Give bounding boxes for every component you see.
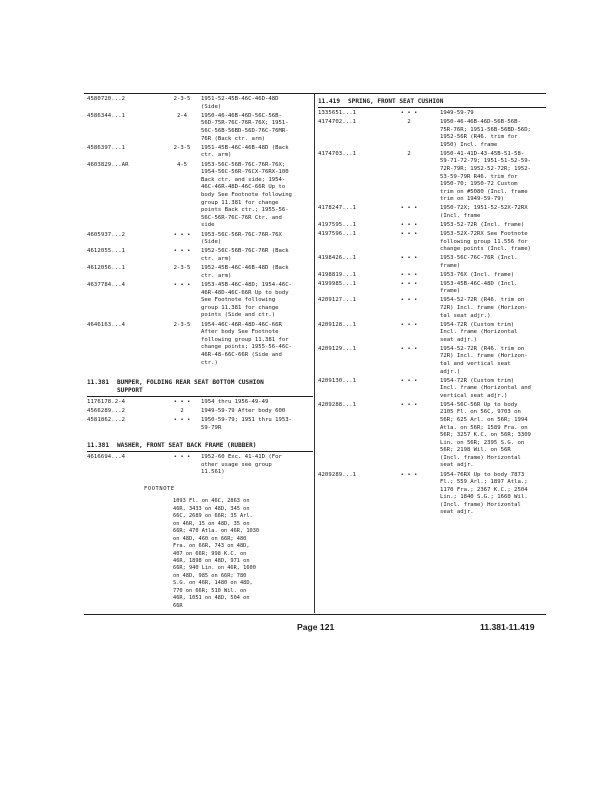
quantity: • • •: [173, 417, 191, 424]
usage-description: 1954-72R (Custom trim) Incl. frame (Horizontal and vertical seat adjr.): [440, 377, 531, 399]
part-entry: [87, 248, 313, 265]
usage-description: 1950-59-79; 1951 thru 1953- 59-79R: [201, 417, 292, 431]
usage-description: 1951-52-45B-46C-46D-48D (Side): [201, 96, 279, 110]
usage-description: 1949-59-79 After body 600: [201, 407, 286, 414]
group-heading: [318, 98, 548, 110]
usage-description: 1954 thru 1956-49-49: [201, 398, 269, 405]
usage-description: 1950-46-46B-46D-56C-56B- 56D-75R-76C-76R-76X; 1951- 56C-56B-56BD-56D-76C-76MR- 76R (Back ctr. arm): [201, 112, 289, 142]
group-title: WASHER, FRONT SEAT BACK FRAME (RUBBER): [117, 441, 257, 449]
quantity: 2-3-5: [173, 144, 191, 151]
quantity: • • •: [400, 255, 418, 262]
part-number: 4209130...1: [318, 377, 357, 384]
quantity: 2: [180, 407, 184, 414]
left-column: [87, 96, 313, 636]
quantity: • • •: [400, 271, 418, 278]
part-number: 4646163...4: [87, 321, 126, 328]
part-entry: [318, 110, 548, 119]
part-number: 4209128...1: [318, 321, 357, 328]
part-number: 4197596...1: [318, 230, 357, 237]
group-title: BUMPER, FOLDING REAR SEAT BOTTOM CUSHION SUPPORT: [117, 378, 264, 394]
quantity: • • •: [400, 345, 418, 352]
top-rule: [84, 93, 546, 94]
part-entry: [87, 282, 313, 322]
part-number: 4209129...1: [318, 345, 357, 352]
footnote-title: FOOTNOTE: [144, 486, 175, 493]
part-entry: [318, 472, 548, 519]
part-number: 4198426...1: [318, 255, 357, 262]
part-number: 4586344...1: [87, 112, 126, 119]
part-number: 4603829...AR: [87, 161, 129, 168]
group-number: 11.381: [87, 441, 110, 449]
part-entry: [318, 346, 548, 378]
quantity: • • •: [400, 205, 418, 212]
part-entry: [318, 322, 548, 346]
usage-description: 1953-56C-76C-76R (Incl. frame): [440, 255, 518, 269]
quantity: • • •: [400, 110, 418, 116]
usage-description: 1953-76X (Incl. frame): [440, 271, 515, 278]
part-number: 1335651...1: [318, 110, 357, 116]
quantity: 2-3-5: [173, 96, 191, 102]
part-entry: [87, 113, 313, 145]
part-number: 4209288...1: [318, 401, 357, 408]
quantity: • • •: [400, 401, 418, 408]
part-entry: [318, 378, 548, 402]
part-entry: [318, 222, 548, 231]
heading-underline: [318, 107, 546, 108]
part-entry: [87, 322, 313, 369]
part-entry: [87, 265, 313, 282]
part-entry: [87, 162, 313, 232]
quantity: • • •: [400, 221, 418, 228]
quantity: 2-4: [176, 112, 188, 119]
usage-description: 1954-46C-46R-48D-46C-66R After body See Footnote following group 11.381 for change points; 1955-56-46C- 46R-48-66C-66R (Side and ctr.): [201, 321, 292, 366]
group-title: SPRING, FRONT SEAT CUSHION: [348, 98, 444, 105]
column-divider: [314, 93, 315, 613]
part-entry: [318, 402, 548, 472]
part-number: 4581862...2: [87, 417, 126, 424]
quantity: • • •: [173, 231, 191, 238]
quantity: • • •: [173, 453, 191, 460]
quantity: • • •: [400, 280, 418, 287]
part-entry: [318, 119, 548, 151]
part-number: 4174702...1: [318, 119, 357, 125]
part-entry: [87, 417, 313, 434]
usage-description: 1954-76RX Up to body 7873 Fl.; 559 Arl.; 1897 Atla.; 1170 Fra.; 2367 K.C.; 2504 Lin.; 1840 S.G.; 1660 Wil. (Incl. frame) Horizontal seat adjr.: [440, 471, 528, 516]
usage-description: 1954-52-72R (R46. trim on 72R) Incl. frame (Horizon- tal and vertical seat adjr.): [440, 345, 528, 375]
quantity: 2-3-5: [173, 321, 191, 328]
right-column: [318, 98, 548, 519]
quantity: 4-5: [176, 161, 188, 168]
part-number: 4605937...2: [87, 231, 126, 238]
group-heading: [87, 379, 313, 399]
usage-description: 1953-45B-46C-48D (Incl. frame): [440, 280, 518, 295]
quantity: • • •: [173, 281, 191, 288]
part-entry: [318, 272, 548, 281]
part-number: 4612056...1: [87, 265, 126, 272]
part-number: 4209127...1: [318, 297, 357, 304]
part-number: 4580720...2: [87, 96, 126, 102]
usage-description: 1952-60 Exc. 41-41D (For other usage see group 11.561): [201, 453, 282, 476]
part-entry: [87, 145, 313, 162]
part-entry: [87, 399, 313, 408]
quantity: • • •: [173, 398, 191, 405]
heading-underline: [87, 396, 313, 397]
usage-description: 1954-72R (Custom trim) Incl. frame (Horizontal seat adjr.): [440, 321, 518, 343]
usage-description: 1953-52-72R (Incl. frame): [440, 221, 525, 228]
usage-description: 1950-41-41D-43-45B-51-58- 59-71-72-79; 1951-51-52-59- 72R-79R; 1952-52-72R; 1952- 53-59-79R R46. trim for 1950-70; 1950-72 Custom trim on #5080 (Incl. frame trim on 1949-59-79): [440, 150, 531, 203]
quantity: 2: [407, 150, 411, 157]
quantity: • • •: [173, 248, 191, 255]
quantity: • • •: [400, 321, 418, 328]
footnote-block: [87, 486, 313, 636]
part-number: 4616694...4: [87, 453, 126, 460]
part-entry: [87, 454, 313, 478]
page-number: Page 121: [297, 622, 335, 632]
usage-description: 1953-45B-46C-48D; 1954-46C- 46R-48D-46C-66R Up to body See Footnote following group 11.381 for change points (Side and ctr.): [201, 281, 292, 319]
part-number: 1176178.2-4: [87, 398, 126, 405]
part-number: 4174703...1: [318, 150, 357, 157]
group-heading: [87, 442, 313, 454]
part-entry: [318, 205, 548, 222]
quantity: 2: [407, 119, 411, 125]
group-range: 11.381-11.419: [480, 622, 535, 632]
part-number: 4209289...1: [318, 471, 357, 478]
part-number: 4197595...1: [318, 221, 357, 228]
part-number: 4612055...1: [87, 248, 126, 255]
part-number: 4178247...1: [318, 205, 357, 212]
quantity: • • •: [400, 230, 418, 237]
part-number: 4198819...1: [318, 271, 357, 278]
part-entry: [87, 408, 313, 417]
usage-description: 1950-72X; 1951-52-52X-72RX (Incl. frame: [440, 205, 528, 219]
part-number: 4637784...4: [87, 281, 126, 288]
usage-description: 1949-59-79: [440, 110, 474, 116]
quantity: 2-3-5: [173, 265, 191, 272]
usage-description: 1951-45B-46C-46B-48D (Back ctr. arm): [201, 144, 289, 159]
part-entry: [87, 232, 313, 249]
heading-underline: [87, 451, 313, 452]
quantity: • • •: [400, 377, 418, 384]
part-entry: [87, 96, 313, 113]
usage-description: 1950-46-46B-46D-56B-56B- 75R-76R; 1951-56B-56BD-56D; 1952-56R (R46. trim for 1950) Incl. frame: [440, 119, 531, 148]
usage-description: 1953-52X-72RX See Footnote following group 11.556 for change points (Incl. frame): [440, 230, 531, 253]
part-entry: [318, 255, 548, 272]
part-entry: [318, 281, 548, 298]
group-number: 11.381: [87, 378, 110, 386]
part-number: 4566289...2: [87, 407, 126, 414]
part-entry: [318, 297, 548, 321]
usage-description: 1953-56C-56R-76C-76R-76X (Side): [201, 231, 282, 246]
usage-description: 1953-56C-56B-76C-76R-76X; 1954-56C-56R-76CX-76RX-100 Back ctr. and side; 1954- 46C-46R-48D-46C-66R Up to body See Footnote following group 11.381 for change points Back ctr.; 1955-56- 56C-56R-76C-76R Ctr. and side: [201, 161, 292, 229]
group-number: 11.419: [318, 98, 341, 105]
footnote-text: 1093 Fl. on 46C, 2863 on 46R, 3433 on 48D, 345 on 66C, 2689 on 66R; 35 Arl. on 46R, 15 on 48D, 35 on 66R; 470 Atla. on 46R, 1030 on 48D, 460 on 66R; 480 Fra. on 66R, 743 on 48D, 407 on 66R; 998 K.C. on 46R, 1898 on 48D, 971 on 66R; 940 Lin. on 46R, 1600 on 48D, 985 on 66R; 780 S.G. on 46R, 1480 on 48D, 770 on 66R; 510 Wil. on 46R, 1051 on 48D, 504 on 66R: [173, 498, 260, 609]
usage-description: 1952-45B-46C-46B-48D (Back ctr. arm): [201, 265, 289, 279]
quantity: • • •: [400, 471, 418, 478]
usage-description: 1954-56C-56R Up to body 2105 Fl. on 56C, 9703 on 56R; 625 Arl. on 56R; 1994 Atla. on 56R; 1589 Fra. on 56R; 3257 K.C. on 56R; 3309 Lin. on 56R; 2395 S.G. on 56R; 2198 Wil. on 56R (Incl. frame) Horizontal seat adjr.: [440, 401, 531, 469]
usage-description: 1952-56C-56B-76C-76R (Back ctr. arm): [201, 248, 289, 262]
quantity: • • •: [400, 297, 418, 304]
part-entry: [318, 231, 548, 255]
usage-description: 1954-52-72R (R46. trim on 72R) Incl. frame (Horizon- tal seat adjr.): [440, 297, 528, 319]
part-entry: [318, 151, 548, 206]
part-number: 4586397...1: [87, 144, 126, 151]
part-number: 4199985...1: [318, 280, 357, 287]
